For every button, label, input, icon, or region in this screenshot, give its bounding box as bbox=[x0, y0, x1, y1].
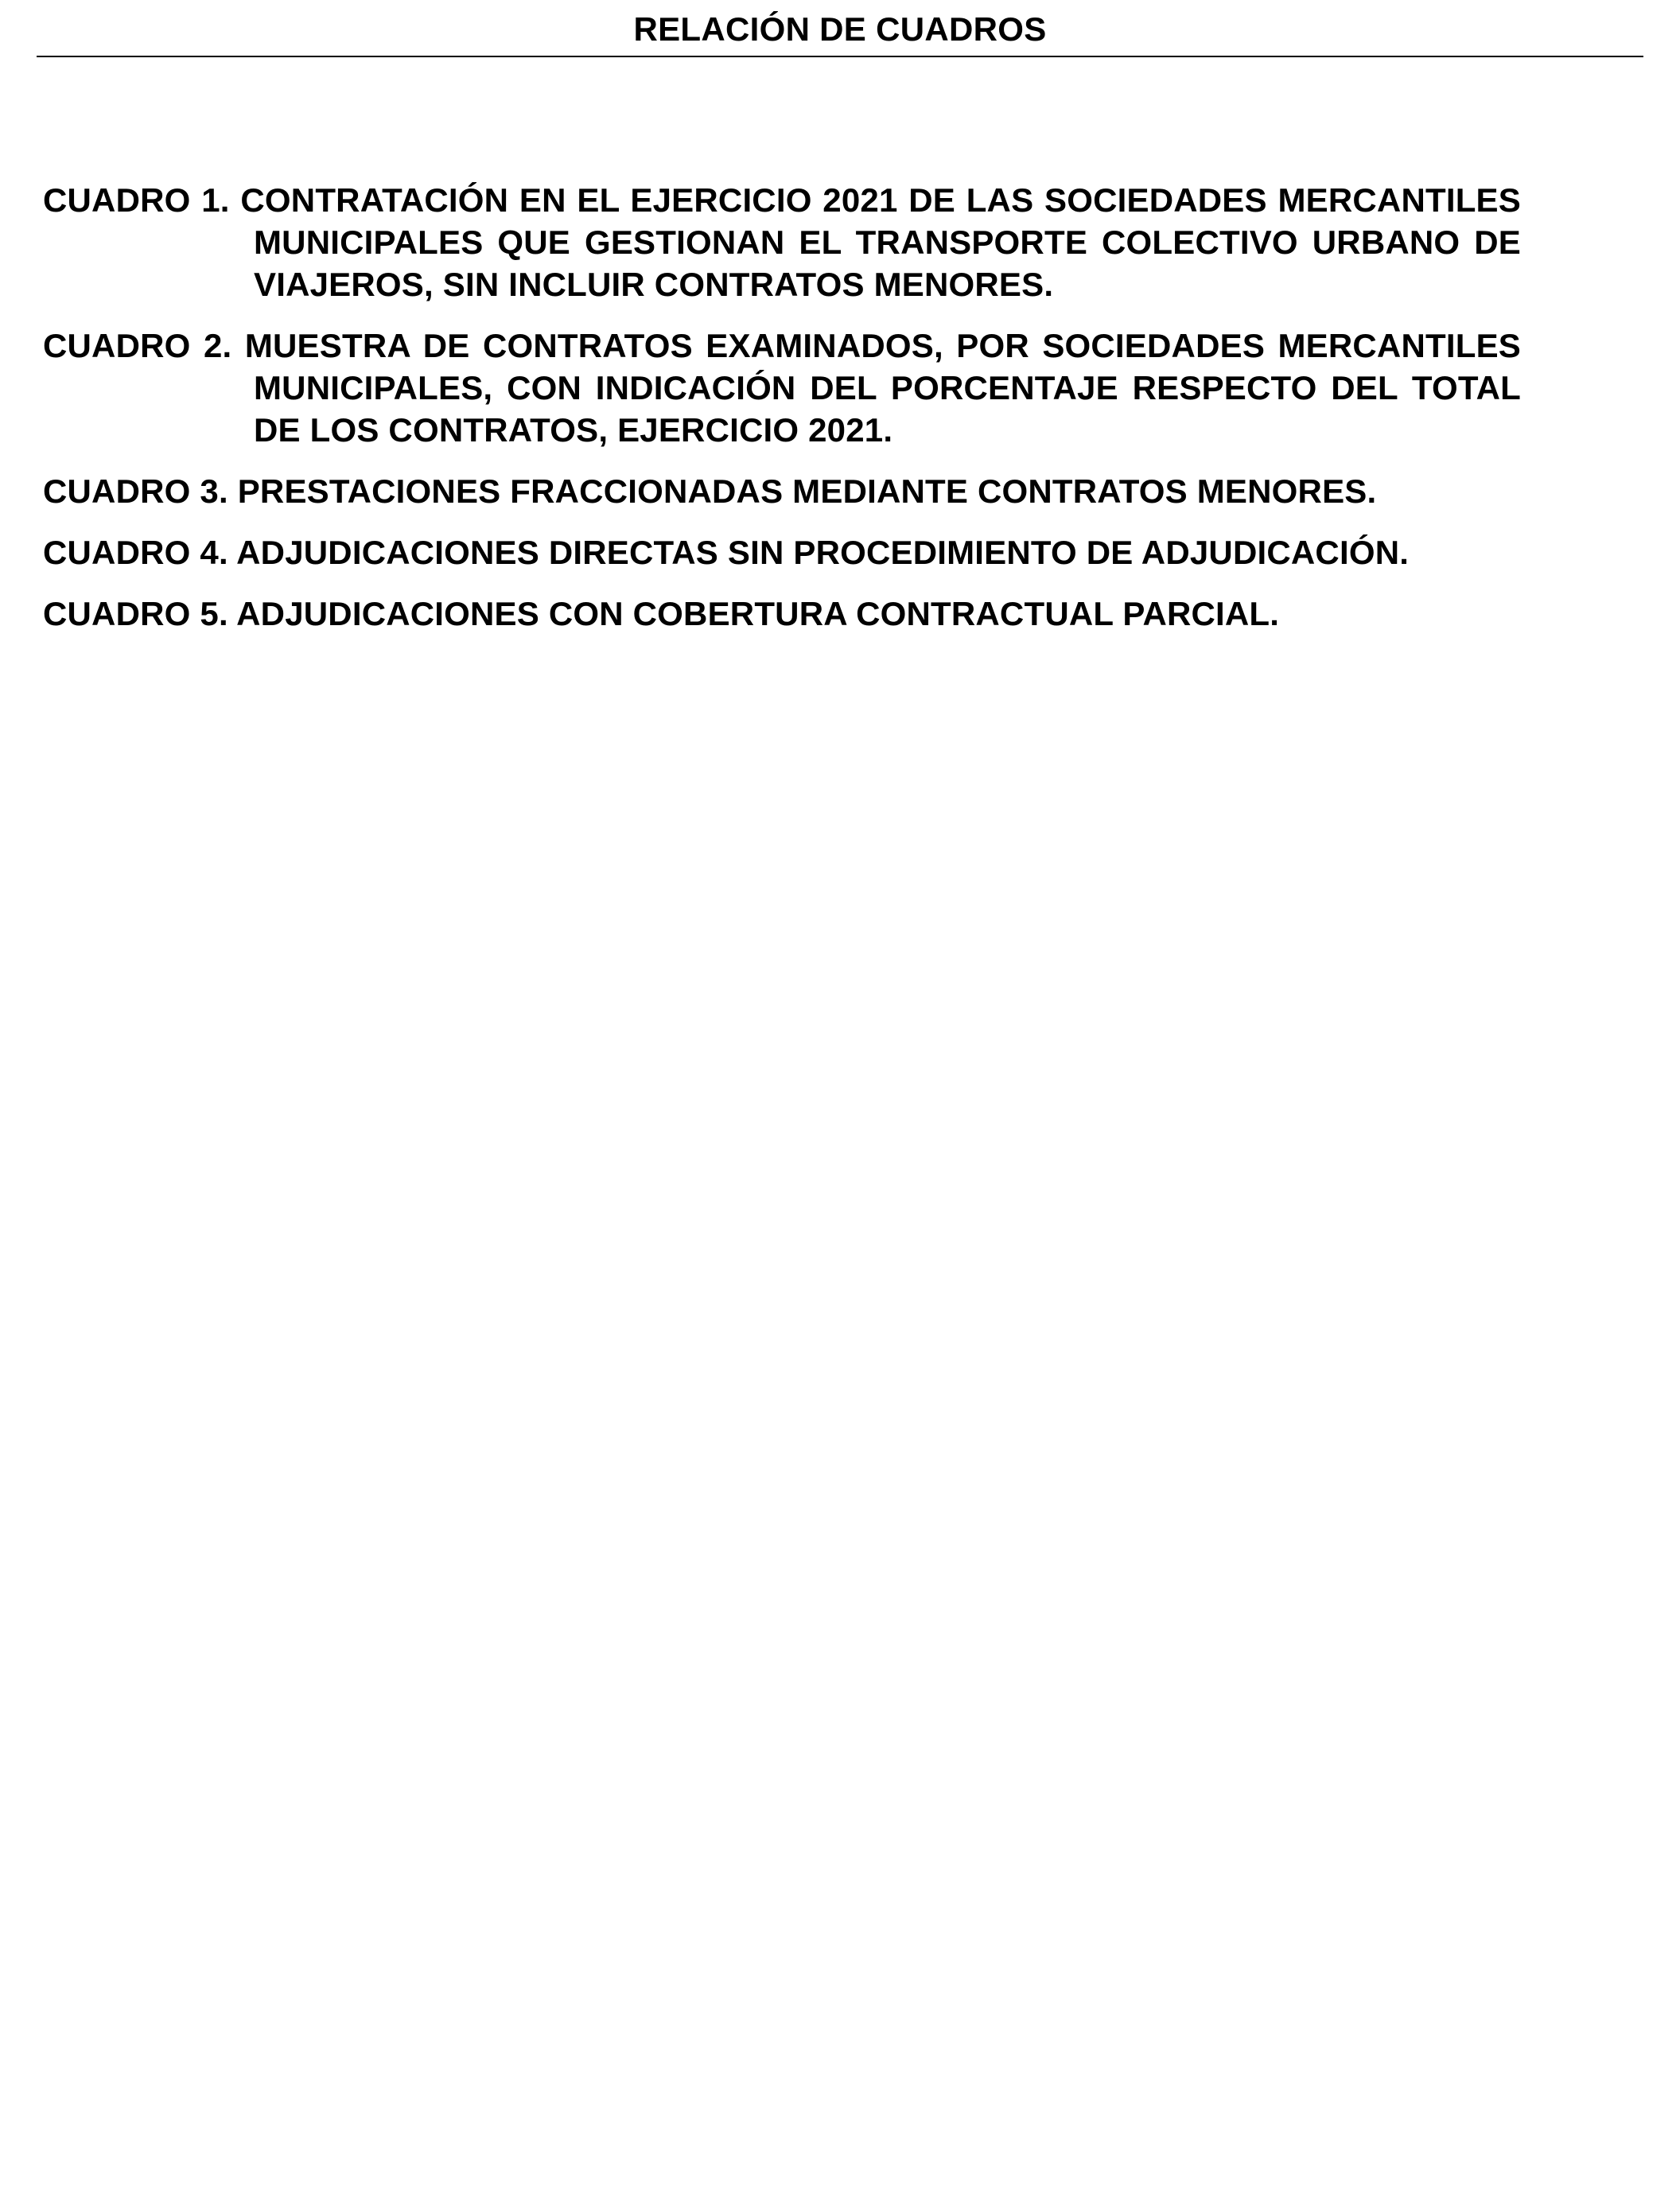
table-entry-5 bbox=[43, 593, 1521, 635]
table-entry-4 bbox=[43, 531, 1521, 573]
table-entry-text: PRESTACIONES FRACCIONADAS MEDIANTE CONTRATOS MENORES. bbox=[237, 472, 1377, 510]
table-entry-2 bbox=[43, 325, 1521, 451]
table-entry-3 bbox=[43, 470, 1521, 512]
table-entry-label: CUADRO 3. bbox=[43, 472, 228, 510]
table-entry-text: CONTRATACIÓN EN EL EJERCICIO 2021 DE LAS SOCIEDADES MERCANTILES MUNICIPALES QUE GESTIONAN EL TRANSPORTE COLECTIVO URBANO DE VIAJEROS, SIN INCLUIR CONTRATOS MENORES. bbox=[240, 181, 1521, 303]
table-entry-label: CUADRO 4. bbox=[43, 534, 228, 571]
page-header bbox=[37, 0, 1643, 57]
table-entry-text: ADJUDICACIONES DIRECTAS SIN PROCEDIMIENTO DE ADJUDICACIÓN. bbox=[236, 534, 1410, 571]
table-entry-text: ADJUDICACIONES CON COBERTURA CONTRACTUAL PARCIAL. bbox=[236, 595, 1280, 632]
page-title: RELACIÓN DE CUADROS bbox=[633, 10, 1047, 48]
table-entry-text: MUESTRA DE CONTRATOS EXAMINADOS, POR SOCIEDADES MERCANTILES MUNICIPALES, CON INDICACIÓN DEL PORCENTAJE RESPECTO DEL TOTAL DE LOS CONTRATOS, EJERCICIO 2021. bbox=[244, 327, 1521, 449]
table-list bbox=[43, 179, 1521, 654]
table-entry-1 bbox=[43, 179, 1521, 305]
table-entry-label: CUADRO 2. bbox=[43, 327, 232, 364]
table-entry-label: CUADRO 5. bbox=[43, 595, 228, 632]
table-entry-label: CUADRO 1. bbox=[43, 181, 230, 219]
